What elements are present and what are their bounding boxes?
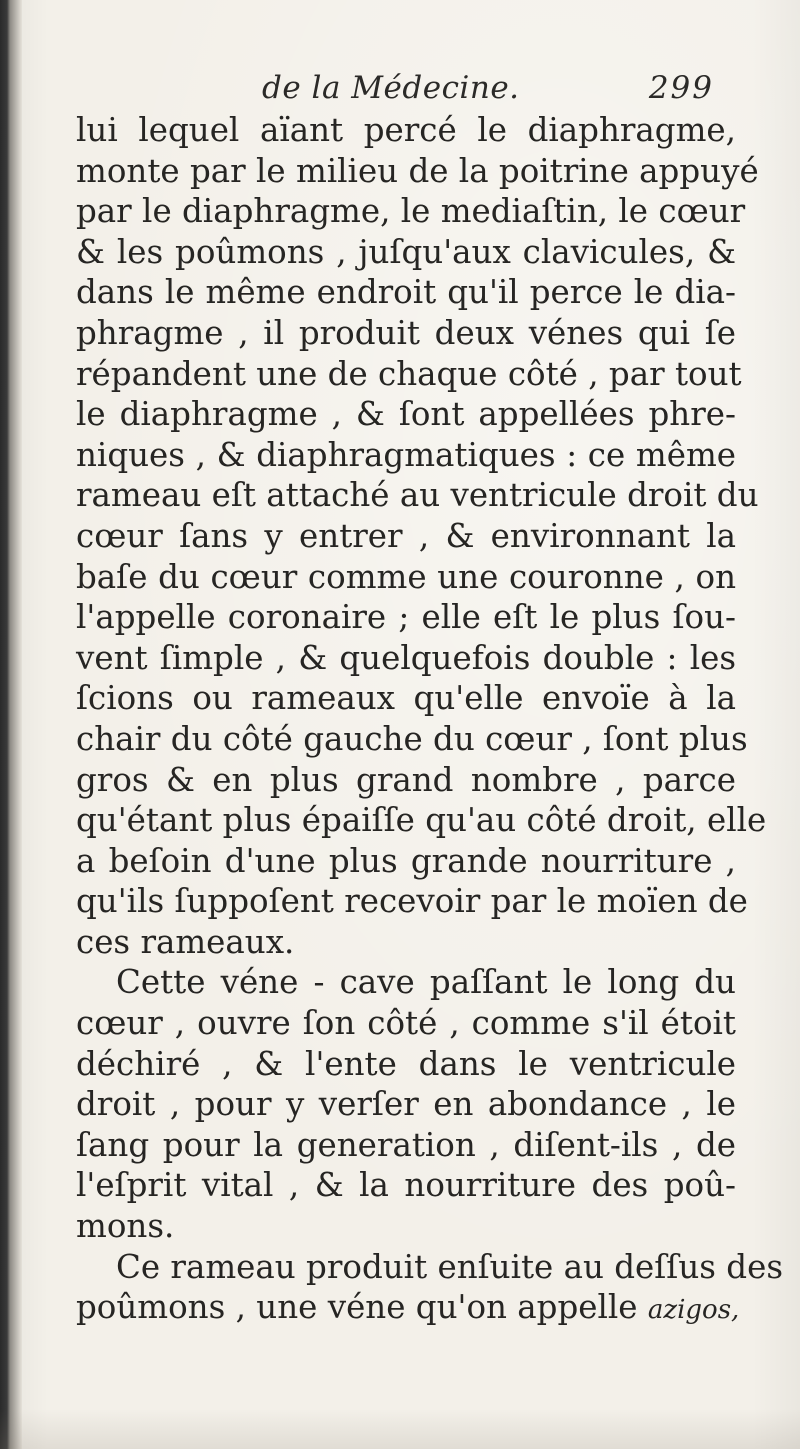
text-line: rameau eſt attaché au ventricule droit du [76,476,759,515]
text-line: vent ſimple , & quelquefois double : les [76,638,736,677]
text-line: cœur ſans y entrer , & environnant la [76,516,736,555]
text-line: & les poûmons , juſqu'aux clavicules, & [76,232,736,271]
text-line-last [76,1287,740,1328]
text-line: ſcions ou rameaux qu'elle envoïe à la [76,679,736,718]
text-line: cœur , ouvre ſon côté , comme s'il étoit [76,1004,736,1043]
text-line: droit , pour y verſer en abondance , le [76,1085,736,1124]
text-line: dans le même endroit qu'il perce le dia- [76,273,736,312]
page-bottom-shadow [0,1409,800,1449]
text-line: niques , & diaphragmatiques : ce même [76,435,736,474]
text-line: qu'ils ſuppoſent recevoir par le moïen de [76,882,748,921]
text-line: l'eſprit vital , & la nourriture des poû- [76,1166,736,1205]
paragraph-start-line: Ce rameau produit enſuite au deſſus des [116,1247,783,1286]
binding-gutter [0,0,22,1449]
running-title: de la Médecine. [262,70,520,106]
text-line: phragme , il produit deux vénes qui ſe [76,313,736,352]
text-line: répandent une de chaque côté , par tout [76,354,742,393]
text-line: mons. [76,1207,175,1246]
text-line: baſe du cœur comme une couronne , on [76,557,736,596]
text-line: déchiré , & l'ente dans le ventricule [76,1044,736,1083]
text-line: a beſoin d'une plus grande nourriture , [76,841,736,880]
body-text [76,110,783,1328]
text-line: ſang pour la generation , diſent-ils , de [76,1125,736,1164]
page-header [90,70,720,110]
text-line: monte par le milieu de la poitrine appuyé [76,151,759,190]
paragraph-start-line: Cette véne - cave paſſant le long du [116,963,736,1002]
text-line: ces rameaux. [76,922,295,961]
last-line-text: poûmons , une véne qu'on appelle [76,1288,638,1327]
text-line: qu'étant plus épaiſſe qu'au côté droit, elle [76,801,767,840]
text-line: par le diaphragme, le mediaſtin, le cœur [76,192,746,231]
italic-term: azigos, [647,1295,740,1326]
text-line: lui lequel aïant percé le diaphragme, [76,111,736,149]
text-line: le diaphragme , & ſont appellées phre- [76,395,736,434]
text-line: gros & en plus grand nombre , parce [76,760,736,799]
text-line: l'appelle coronaire ; elle eſt le plus ſou- [76,598,736,637]
text-line: chair du côté gauche du cœur , ſont plus [76,719,748,758]
page-number: 299 [648,70,714,106]
